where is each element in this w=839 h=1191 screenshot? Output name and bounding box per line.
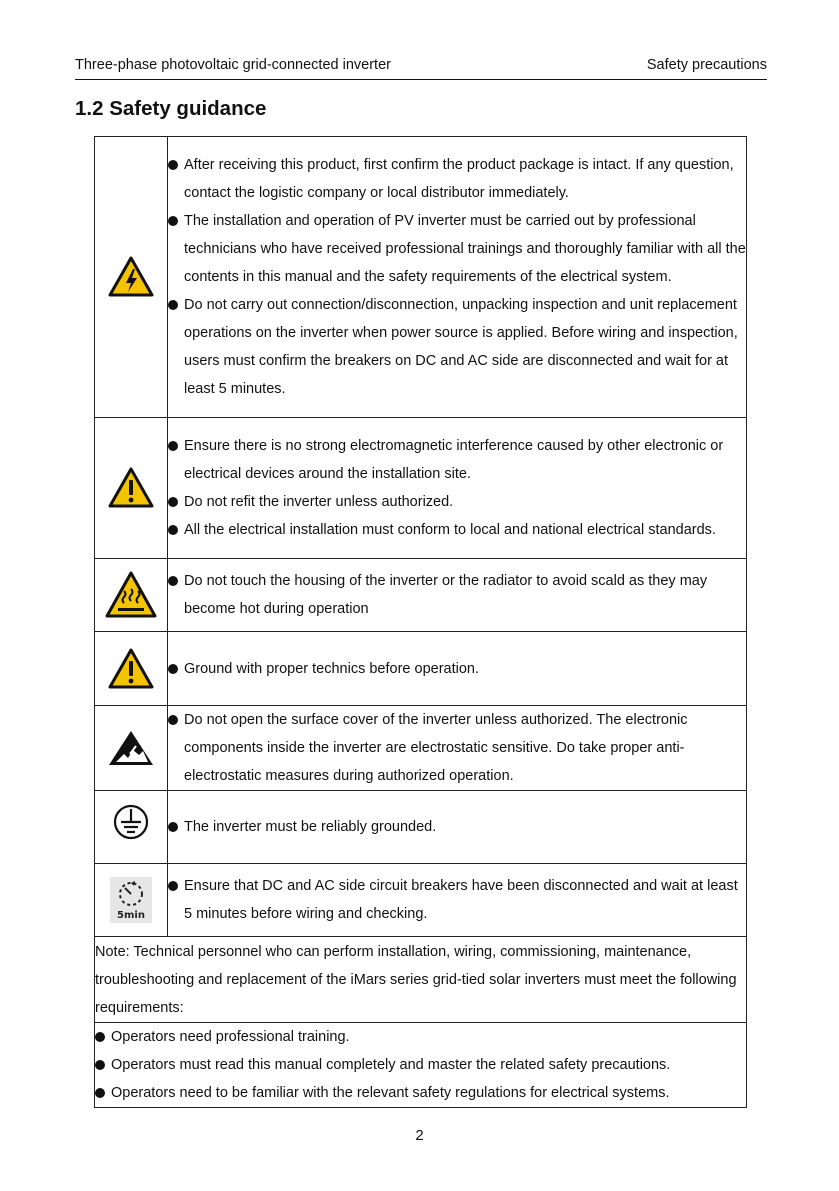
note-row — [95, 937, 747, 1023]
list-item: Do not touch the housing of the inverter or the radiator to avoid scald as they may become hot during operation — [168, 567, 746, 623]
safety-row — [95, 791, 747, 864]
wait-5min-label: 5min — [117, 910, 145, 921]
list-item: Do not refit the inverter unless authorized. — [168, 488, 746, 516]
safety-row — [95, 137, 747, 418]
protective-earth-icon — [95, 791, 168, 864]
safety-row — [95, 418, 747, 559]
safety-row — [95, 632, 747, 706]
safety-guidance-table — [94, 136, 747, 1108]
safety-row — [95, 706, 747, 791]
list-item: All the electrical installation must conform to local and national electrical standards. — [168, 516, 746, 544]
list-item: The installation and operation of PV inverter must be carried out by professional technicians who have received professional trainings and thoroughly familiar with all the contents in this manual and the safety requirements of the electrical system. — [168, 207, 746, 291]
requirement-item: Operators need to be familiar with the relevant safety regulations for electrical systems. — [95, 1079, 746, 1107]
list-item: Ensure there is no strong electromagnetic interference caused by other electronic or electrical devices around the installation site. — [168, 432, 746, 488]
section-title: 1.2 Safety guidance — [75, 97, 267, 120]
wait-5min-badge — [110, 877, 152, 923]
general-warning-icon — [95, 418, 168, 559]
list-item: Do not carry out connection/disconnection, unpacking inspection and unit replacement operations on the inverter when power source is applied. Before wiring and inspection, users must confirm the breakers on DC and AC side are disconnected and wait for at least 5 minutes. — [168, 291, 746, 403]
electric-shock-warning-icon — [95, 137, 168, 418]
list-item: Ensure that DC and AC side circuit breakers have been disconnected and wait at least 5 minutes before wiring and checking. — [168, 872, 746, 928]
wait-5min-icon — [95, 864, 168, 937]
hot-surface-warning-icon — [95, 559, 168, 632]
electrostatic-sensitive-icon — [95, 706, 168, 791]
safety-row — [95, 864, 747, 937]
requirements-row — [95, 1023, 747, 1108]
page-number: 2 — [415, 1127, 424, 1144]
header-left-title: Three-phase photovoltaic grid-connected inverter — [75, 57, 391, 73]
page-header — [75, 57, 767, 80]
list-item: After receiving this product, first confirm the product package is intact. If any question, contact the logistic company or local distributor immediately. — [168, 151, 746, 207]
requirement-item: Operators need professional training. — [95, 1023, 746, 1051]
list-item: The inverter must be reliably grounded. — [168, 813, 746, 841]
general-warning-icon — [95, 632, 168, 706]
header-right-title: Safety precautions — [646, 57, 767, 73]
list-item: Do not open the surface cover of the inverter unless authorized. The electronic components inside the inverter are electrostatic sensitive. Do take proper anti-electrostatic measures during authorized operation. — [168, 706, 746, 790]
safety-row — [95, 559, 747, 632]
note-text: Note: Technical personnel who can perform installation, wiring, commissioning, maintenance, troubleshooting and replacement of the iMars series grid-tied solar inverters must meet the following requirements: — [95, 937, 747, 1023]
requirement-item: Operators must read this manual completely and master the related safety precautions. — [95, 1051, 746, 1079]
list-item: Ground with proper technics before operation. — [168, 655, 746, 683]
